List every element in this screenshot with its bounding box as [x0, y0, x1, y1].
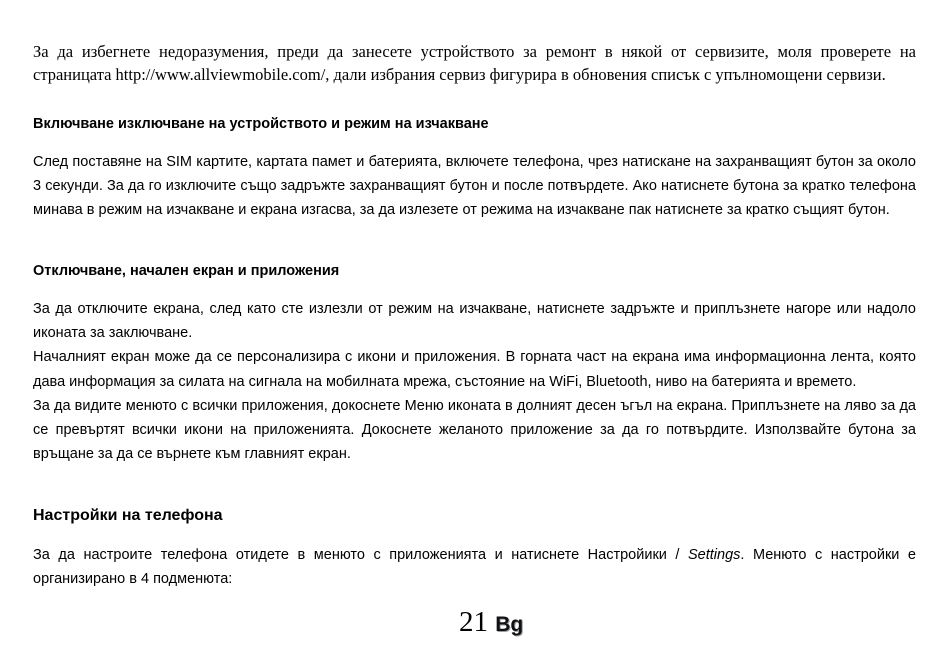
intro-paragraph: За да избегнете недоразумения, преди да занесете устройството за ремонт в някой от сервизите, моля проверете на страницата http://www.allviewmobile.com/, дали избрания сервиз фигурира в обновения списък с упълномощени сервизи.	[33, 42, 916, 84]
unlock-paragraph: За да отключите екрана, след като сте излезли от режим на изчакване, натиснете задръжте и приплъзнете нагоре или надоло иконата за заключване.	[33, 301, 916, 342]
language-code: Bg	[495, 613, 524, 636]
page-number: 21	[459, 606, 488, 638]
menu-paragraph: За да видите менюто с всички приложения, докоснете Меню иконата в долният десен ъгъл на екрана. Приплъзнете на ляво за да се превъртят всички икони на приложенията. Докоснете желаното приложение за да го потвърдите. Използвайте бутона за връщане за да се върнете към главният екран.	[33, 397, 916, 463]
section-heading-unlock: Отключване, начален екран и приложения	[33, 263, 340, 279]
unlock-section-body	[33, 297, 916, 466]
home-screen-paragraph: Началният екран може да се персонализира с икони и приложения. В горната част на екрана има информационна лента, която дава информация за силата на сигнала на мобилната мрежа, състояние на WiFi, Bluetooth, ниво на батерията и времето.	[33, 349, 916, 390]
settings-paragraph	[33, 543, 916, 591]
settings-text-end: . Менюто с настройки е организирано в 4 подменюта:	[33, 547, 916, 588]
settings-italic-term: Settings	[688, 547, 741, 563]
power-paragraph: След поставяне на SIM картите, картата памет и батерията, включете телефона, чрез натискане на захранващият бутон за около 3 секунди. За да го изключите също задръжте захранващият бутон и после потвърдете. Ако натиснете бутона за кратко телефона минава в режим на изчакване и екрана изгасва, за да излезете от режима на изчакване пак натиснете за кратко същият бутон.	[33, 154, 916, 219]
section-heading-settings: Настройки на телефона	[33, 507, 223, 524]
page-footer	[459, 604, 523, 643]
settings-text-start: За да настроите телефона отидете в менюто с приложенията и натиснете Настройики /	[33, 547, 689, 563]
section-heading-power: Включване изключване на устройството и режим на изчакване	[33, 116, 489, 132]
